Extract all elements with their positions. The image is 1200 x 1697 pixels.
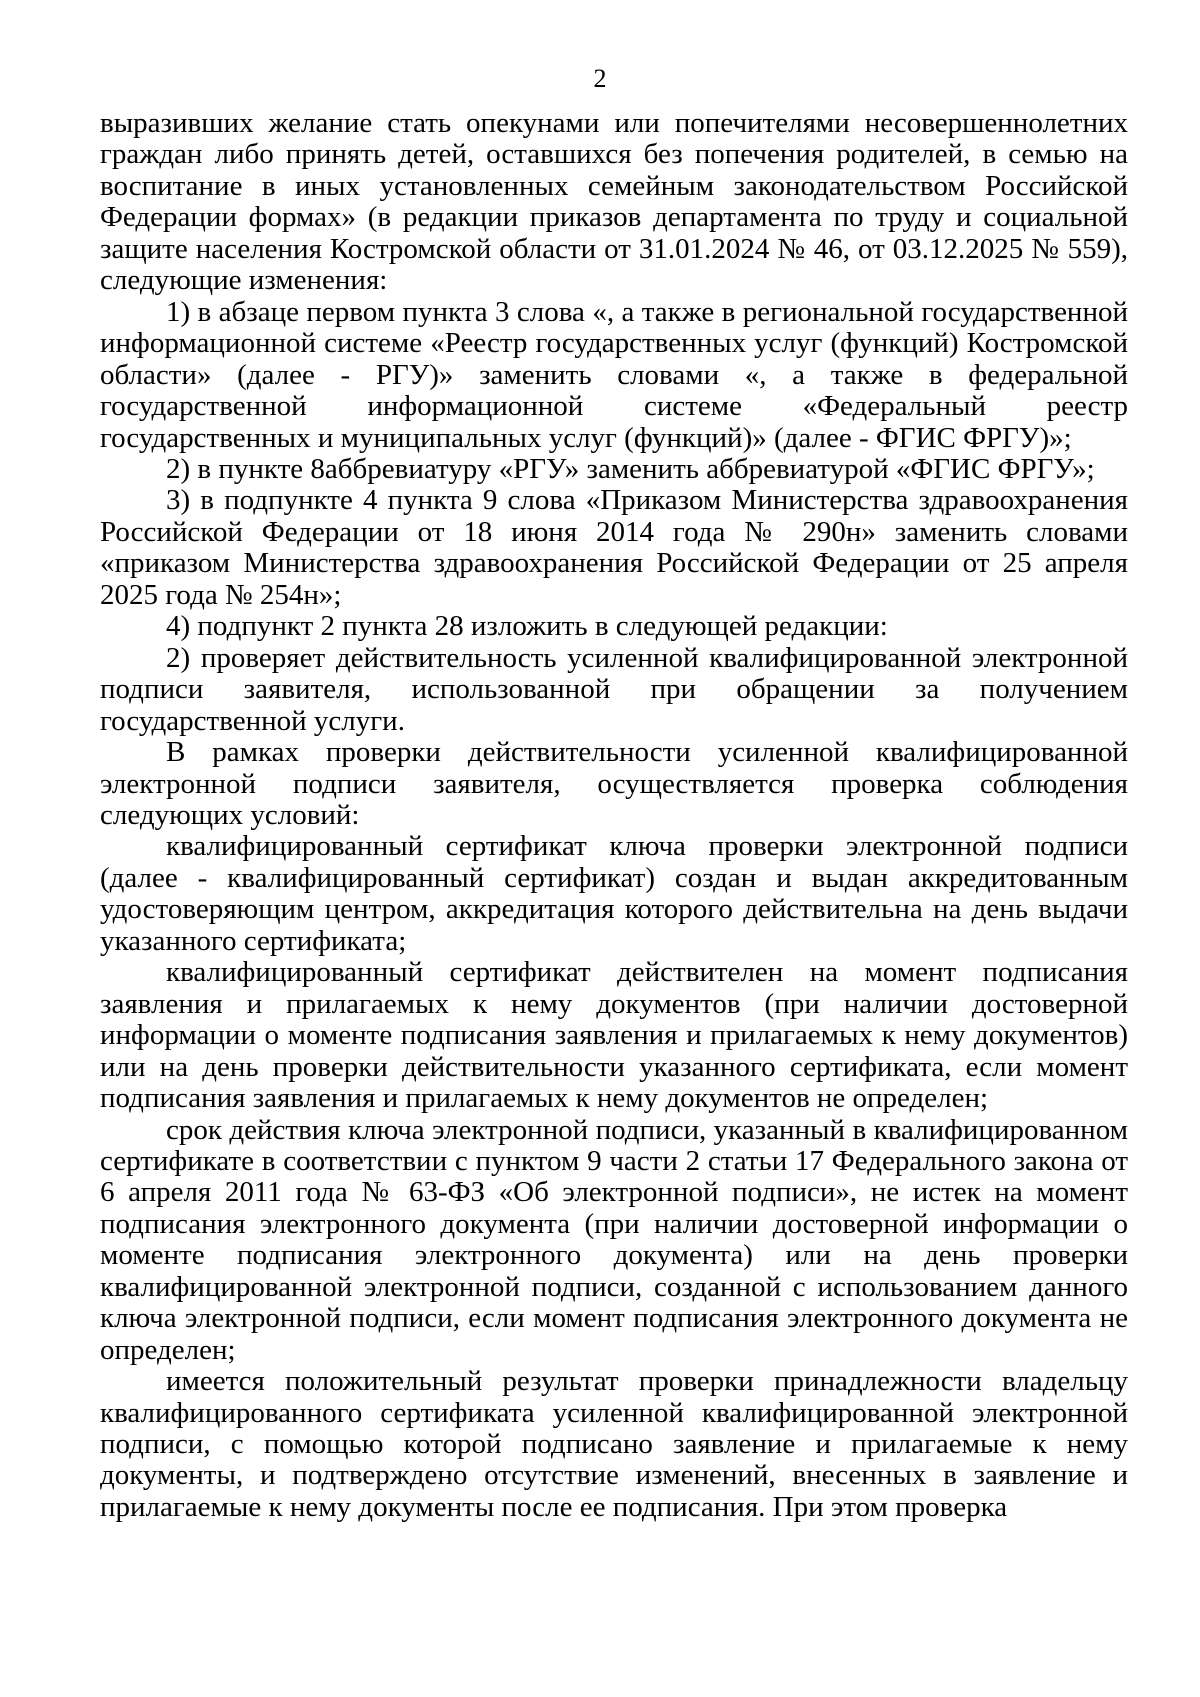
paragraph-verification-intro: В рамках проверки действительности усиленной квалифицированной электронной подписи заявителя, осуществляется проверка соблюдения следующих условий:: [100, 736, 1128, 831]
paragraph-continuation: выразивших желание стать опекунами или попечителями несовершеннолетних граждан либо принять детей, оставшихся без попечения родителей, в семью на воспитание в иных установленных семейным законодательством Российской Федерации формах» (в редакции приказов департамента по труду и социальной защите населения Костромской области от 31.01.2024 № 46, от 03.12.2025 № 559), следующие изменения:: [100, 107, 1128, 297]
paragraph-item-2: 2) в пункте 8аббревиатуру «РГУ» заменить аббревиатурой «ФГИС ФРГУ»;: [166, 452, 1095, 485]
paragraph-condition-key-term: срок действия ключа электронной подписи, указанный в квалифицированном сертификате в соответствии с пунктом 9 части 2 статьи 17 Федерального закона от 6 апреля 2011 года № 63-ФЗ «Об электронной подписи», не истек на момент подписания электронного документа (при наличии достоверной информации о моменте подписания электронного документа) или на день проверки квалифицированной электронной подписи, созданной с использованием данного ключа электронной подписи, если момент подписания электронного документа не определен;: [100, 1113, 1128, 1366]
paragraph-condition-certificate-valid: квалифицированный сертификат действителен на момент подписания заявления и прилагаемых к нему документов (при наличии достоверной информации о моменте подписания заявления и прилагаемых к нему документов) или на день проверки действительности указанного сертификата, если момент подписания заявления и прилагаемых к нему документов не определен;: [100, 956, 1128, 1115]
paragraph-condition-certificate-issued: квалифицированный сертификат ключа проверки электронной подписи (далее - квалифицированный сертификат) создан и выдан аккредитованным удостоверяющим центром, аккредитация которого действительна на день выдачи указанного сертификата;: [100, 830, 1128, 957]
paragraph-condition-ownership-check: имеется положительный результат проверки принадлежности владельцу квалифицированного сертификата усиленной квалифицированной электронной подписи, с помощью которой подписано заявление и прилагаемые к нему документы, и подтверждено отсутствие изменений, внесенных в заявление и прилагаемые к нему документы после ее подписания. При этом проверка: [100, 1365, 1128, 1523]
paragraph-item-1: 1) в абзаце первом пункта 3 слова «, а также в региональной государственной информационной системе «Реестр государственных услуг (функций) Костромской области» (далее - РГУ)» заменить словами «, а также в федеральной государственной информационной системе «Федеральный реестр государственных и муниципальных услуг (функций)» (далее - ФГИС ФРГУ)»;: [100, 295, 1128, 454]
page-number: 2: [593, 64, 607, 93]
paragraph-new-subitem-2: 2) проверяет действительность усиленной квалифицированной электронной подписи заявителя, использованной при обращении за получением государственной услуги.: [100, 641, 1128, 737]
document-body: [100, 108, 1128, 1523]
paragraph-item-4: 4) подпункт 2 пункта 28 изложить в следующей редакции:: [166, 610, 888, 643]
paragraph-item-3: 3) в подпункте 4 пункта 9 слова «Приказом Министерства здравоохранения Российской Федерации от 18 июня 2014 года № 290н» заменить словами «приказом Министерства здравоохранения Российской Федерации от 25 апреля 2025 года № 254н»;: [100, 484, 1128, 611]
